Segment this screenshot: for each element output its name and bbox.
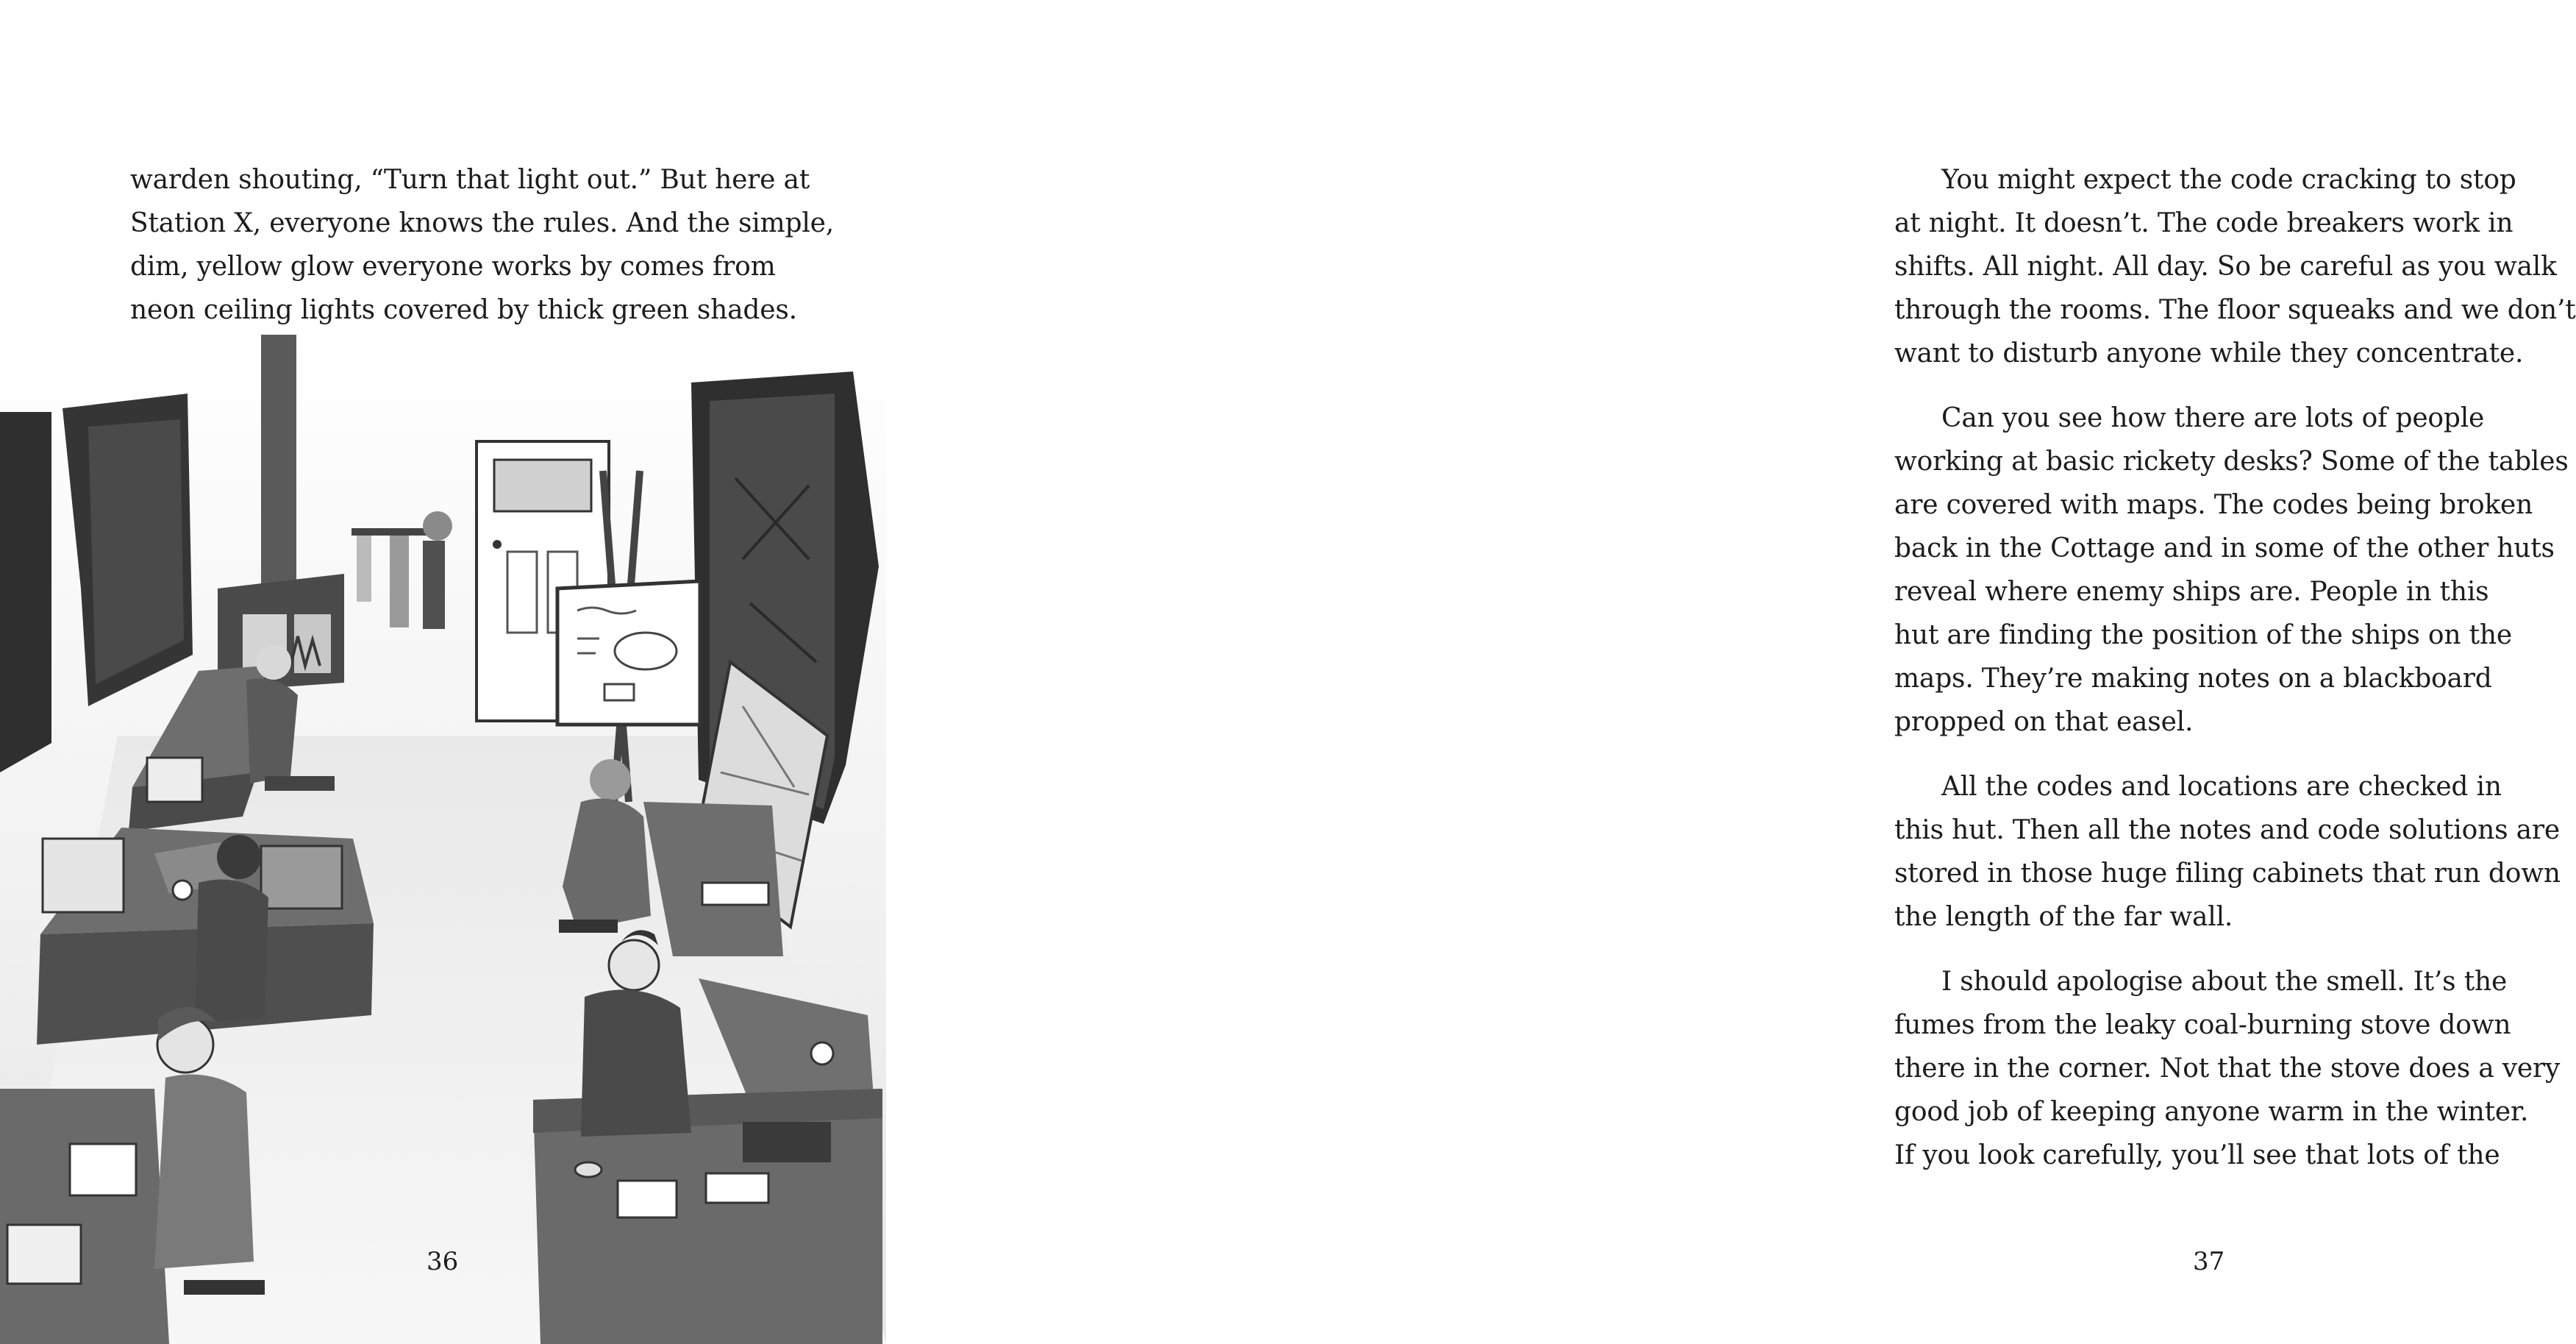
right-page	[882, 0, 2576, 1344]
text-line: this hut. Then all the notes and code solutions are	[1894, 815, 2560, 845]
text-line: back in the Cottage and in some of the other huts	[1894, 533, 2555, 563]
text-line: dim, yellow glow everyone works by comes from	[130, 252, 776, 282]
paragraph	[1894, 765, 2561, 939]
page-number-left: 36	[427, 1247, 459, 1276]
text-line: You might expect the code cracking to stop	[1941, 165, 2516, 195]
text-line: are covered with maps. The codes being broken	[1894, 490, 2533, 520]
text-line: All the codes and locations are checked in	[1941, 772, 2502, 802]
text-line: propped on that easel.	[1894, 707, 2194, 737]
text-line: through the rooms. The floor squeaks and we don’t	[1894, 295, 2576, 325]
text-line: maps. They’re making notes on a blackboard	[1894, 664, 2492, 694]
hut-office-illustration	[0, 335, 886, 1344]
text-line: fumes from the leaky coal-burning stove down	[1894, 1010, 2511, 1040]
paragraph	[1894, 397, 2569, 744]
left-page-text	[130, 158, 834, 332]
text-line: working at basic rickety desks? Some of the tables	[1894, 447, 2569, 477]
right-page-text	[1894, 158, 2576, 1198]
left-page	[0, 0, 882, 1344]
text-line: If you look carefully, you’ll see that lots of the	[1894, 1140, 2500, 1170]
text-line: good job of keeping anyone warm in the winter.	[1894, 1097, 2529, 1127]
text-line: neon ceiling lights covered by thick green shades.	[130, 295, 797, 325]
paragraph	[1894, 960, 2561, 1177]
text-line: at night. It doesn’t. The code breakers work in	[1894, 208, 2513, 238]
page-number-right: 37	[2193, 1247, 2225, 1276]
text-line: the length of the far wall.	[1894, 902, 2233, 932]
paragraph	[1894, 158, 2576, 375]
text-line: Station X, everyone knows the rules. And the simple,	[130, 208, 834, 238]
text-line: hut are finding the position of the ships on the	[1894, 620, 2512, 650]
text-line: Can you see how there are lots of people	[1941, 403, 2485, 433]
stove-pipe	[261, 335, 296, 614]
text-line: I should apologise about the smell. It’s the	[1941, 967, 2508, 997]
text-line: want to disturb anyone while they concentrate.	[1894, 338, 2524, 369]
text-line: there in the corner. Not that the stove does a very	[1894, 1053, 2561, 1084]
text-line: warden shouting, “Turn that light out.” But here at	[130, 165, 810, 195]
text-line: shifts. All night. All day. So be careful as you walk	[1894, 252, 2557, 282]
text-line: reveal where enemy ships are. People in this	[1894, 577, 2489, 607]
text-line: stored in those huge filing cabinets that run down	[1894, 858, 2561, 889]
